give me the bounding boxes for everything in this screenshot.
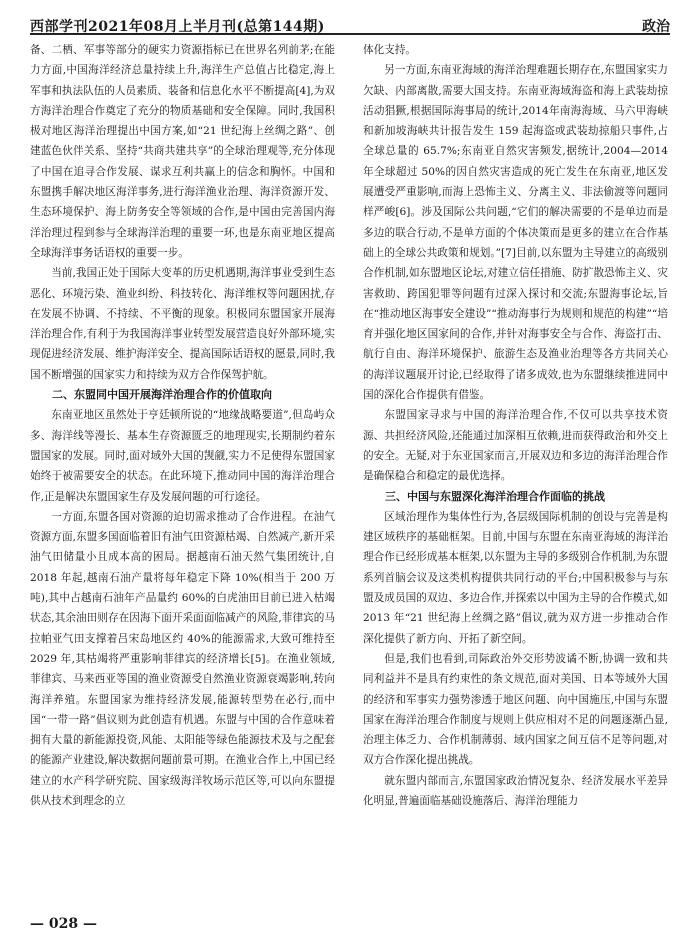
page-number: — 028 — [30, 916, 97, 932]
paragraph: 备、二栖、军事等部分的硬实力资源指标已在世界名列前茅;在能力方面,中国海洋经济总量持续上升,海洋生产总值占比稳定,海上军事和执法队伍的人员素质、装备和信息化水平不断提高[4],为双方海洋治理合作奠定了充分的物质基础和安全保障。同时,我国积极对地区海洋治理提出中国方案,如“21 世纪海上丝绸之路”、创建蓝色伙伴关系、坚持“共商共建共享”的全球治理观等,充分体现了中国在追寻合作发展、谋求互利共赢上的信念和胸怀。中国和东盟携手解决地区海洋事务,进行海洋渔业治理、海洋资源开发、生态环境保护、海上防务安全等领域的合作,是中国由完善国内海洋治理过程到参与全球海洋治理的重要一环,也是东南亚地区提高全球海洋事务话语权的重要一步。 [30, 44, 335, 259]
paragraph: 区域治理作为集体性行为,各层级国际机制的创设与完善是构建区域秩序的基础框架。目前,中国与东盟在东南亚海域的海洋治理合作已经形成基本框架,以东盟为主导的多级别合作机制,为东盟系列首脑会议及这类机构提供共同行动的平台;中国积极参与与东盟及成员国的双边、多边合作,并探索以中国为主导的合作模式,如 2013 年“21 世纪海上丝绸之路”倡议,就为双方进一步推动合作深化提供了新方向、开拓了新空间。 [363, 510, 668, 645]
header-rule [30, 33, 670, 35]
paragraph: 一方面,东盟各国对资源的迫切需求推动了合作进程。在油气资源方面,东盟多国面临着旧有油气田资源枯竭、自然减产,新开采油气田储量小且成本高的困局。据越南石油天然气集团统计,自 2018 年起,越南石油产量将每年稳定下降 10%(相当于 200 万吨),其中占越南石油年产品量约 60%的白虎油田目前已进入枯竭状态,其余油田则存在因海下面开采面面临减产的风险,菲律宾的马拉帕亚气田支撑着吕宋岛地区约 40%的能源需求,大致可维持至 2029 年,其枯竭将严重影响菲律宾的经济增长[5]。在渔业领域,菲律宾、马来西亚等国的渔业资源受自然渔业资源衰竭影响,转向海洋养殖。东盟国家为维持经济发展,能源转型势在必行,而中国“一带一路”倡议则为此创造有机遇。东盟与中国的合作意味着拥有大量的新能源投资,风能、太阳能等绿色能源技术及与之配套的能源产业建设,解决数据问题前景可期。在渔业合作上,中国已经建立的水产科学研究院、国家级海洋牧场示范区等,可以向东盟提供从技术到理念的立 [30, 510, 335, 807]
section-heading: 三、中国与东盟深化海洋治理合作面临的挑战 [385, 489, 605, 503]
section-label: 政治 [642, 19, 670, 35]
journal-title: 西部学刊2021年08月上半月刊(总第144期) [30, 19, 325, 35]
paragraph: 当前,我国正处于国际大变革的历史机遇期,海洋事业受到生态恶化、环境污染、渔业纠纷、科技转化、海洋维权等问题困扰,存在发展不协调、不持续、不平衡的现象。积极同东盟国家开展海洋治理合作,有利于为我国海洋事业转型发展营造良好外部环境,实现促进经济发展、维护海洋安全、提高国际话语权的愿景,同时,我国不断增强的国家实力和持续为双方合作保驾护航。 [30, 267, 335, 381]
section-heading: 二、东盟同中国开展海洋治理合作的价值取向 [52, 388, 272, 402]
paragraph: 东盟国家寻求与中国的海洋治理合作,不仅可以共享技术资源、共担经济风险,还能通过加深相互依赖,进而获得政治和外交上的安全。无疑,对于东亚国家而言,开展双边和多边的海洋治理合作是确保稳合和稳定的最优选择。 [363, 409, 668, 483]
paragraph: 但是,我们也看到,司际政治外交形势波谲不断,协调一致和共同利益并不是具有约束性的条文规范,面对美国、日本等域外大国的经济和军事实力强势渗透于地区问题、向中国施压,中国与东盟国家在海洋治理合作制度与规则上供应相对不足的问题逐渐凸显,治理主体乏力、合作机制薄弱、域内国家之间互信不足等问题,对双方合作深化提出挑战。 [363, 652, 668, 767]
paragraph: 就东盟内部而言,东盟国家政治情况复杂、经济发展水平差异化明显,普遍面临基础设施落后、海洋治理能力 [363, 774, 668, 807]
paragraph: 另一方面,东南亚海域的海洋治理难题长期存在,东盟国家实力欠缺、内部离散,需要大国支持。东南亚海域海盗和海上武装劫掠活动猖獗,根据国际海事局的统计,2014年南海海域、马六甲海峡和新加坡海峡共计报告发生 159 起海盗或武装劫掠船只事件,占全球总量的 65.7%;东南亚自然灾害频发,据统计,2004—2014 年全球超过 50%的因自然灾害造成的死亡发生在东南亚,地区发展遭受严重影响,而海上恐怖主义、分离主义、非法偷渡等问题同样严峻[6]。涉及国际公共问题,“它们的解决需要的不是单边而是多边的联合行动,不是单方面的个体决策而是更多的建立在合作基础上的全球公共政策和规划。”[7]目前,以东盟为主导建立的高级别合作机制,如东盟地区论坛,对建立信任措施、防扩散恐怖主义、灾害救助、跨国犯罪等问题有过深入探讨和交流;东盟海事论坛,旨在“推动地区海事安全建设”“推动海事行为规则和规范的构建”“培育并强化地区国家间的合作,并针对海事安全与合作、海盗打击、航行自由、海洋环境保护、旅游生态及渔业治理等各方共同关心的海洋议题展开讨论,已经取得了诸多成效,也为东盟继续推进同中国的深化合作提供有借鉴。 [363, 64, 668, 402]
paragraph: 体化支持。 [363, 44, 416, 56]
left-column [30, 40, 335, 811]
paragraph: 东南亚地区虽然处于亨廷顿所说的“地缘战略要道”,但岛屿众多、海洋线等漫长、基本生存资源匮乏的地理现实,长期制约着东盟国家的发展。同时,面对域外大国的觊觎,实力不足使得东盟国家始终于被需要安全的状态。在此环境下,推动同中国的海洋治理合作,正是解决东盟国家生存及发展问题的可行途径。 [30, 409, 335, 503]
right-column [363, 40, 668, 811]
